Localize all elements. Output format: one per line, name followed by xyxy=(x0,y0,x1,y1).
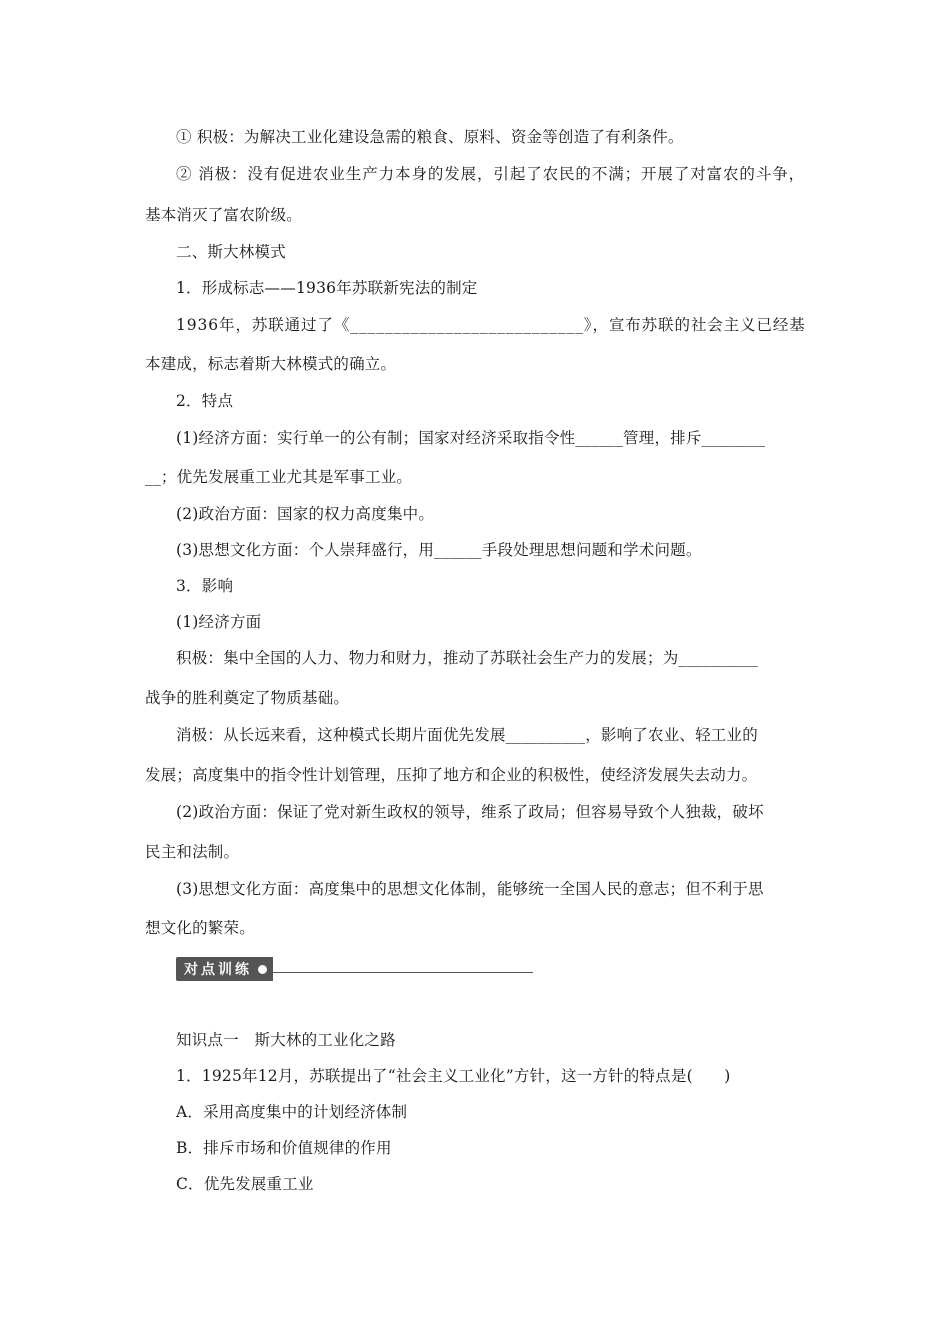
text-line: (1)经济方面：实行单一的公有制；国家对经济采取指令性______管理，排斥________ xyxy=(176,429,766,447)
text-line: 民主和法制。 xyxy=(145,843,240,861)
text-line: (1)经济方面 xyxy=(176,613,262,631)
bullet-dot-icon xyxy=(258,965,267,974)
section-divider xyxy=(273,972,533,973)
text-line: 本建成，标志着斯大林模式的确立。 xyxy=(145,355,397,373)
text-line: 战争的胜利奠定了物质基础。 xyxy=(145,689,350,707)
text-line: (3)思想文化方面：个人崇拜盛行，用______手段处理思想问题和学术问题。 xyxy=(176,541,702,559)
text-line: (2)政治方面：保证了党对新生政权的领导，维系了政局；但容易导致个人独裁，破坏 xyxy=(176,803,764,821)
subheading: 2．特点 xyxy=(176,392,234,410)
text-line: 1936年，苏联通过了《___________________________》，宣布苏联的社会主义已经基 xyxy=(176,316,806,334)
option-b: B．排斥市场和价值规律的作用 xyxy=(176,1139,392,1157)
section-label-box xyxy=(176,957,273,981)
text-line: (3)思想文化方面：高度集中的思想文化体制，能够统一全国人民的意志；但不利于思 xyxy=(176,880,764,898)
question-text: 1．1925年12月，苏联提出了“社会主义工业化”方针，这一方针的特点是( ) xyxy=(176,1067,731,1085)
text-line: 基本消灭了富农阶级。 xyxy=(145,206,303,224)
text-line: 积极：集中全国的人力、物力和财力，推动了苏联社会生产力的发展；为__________ xyxy=(176,649,758,667)
text-line: ② 消极：没有促进农业生产力本身的发展，引起了农民的不满；开展了对富农的斗争， xyxy=(176,165,806,183)
section-header-bar xyxy=(176,957,533,981)
subheading: 3．影响 xyxy=(176,577,234,595)
text-line: 消极：从长远来看，这种模式长期片面优先发展__________，影响了农业、轻工业的 xyxy=(176,726,758,744)
text-line: 发展；高度集中的指令性计划管理，压抑了地方和企业的积极性，使经济发展失去动力。 xyxy=(145,766,758,784)
subheading: 1．形成标志——1936年苏联新宪法的制定 xyxy=(176,279,478,297)
option-a: A．采用高度集中的计划经济体制 xyxy=(176,1103,408,1121)
section-label: 对点训练 xyxy=(184,962,252,978)
section-heading: 二、斯大林模式 xyxy=(176,243,286,261)
topic-heading: 知识点一 斯大林的工业化之路 xyxy=(176,1031,396,1049)
option-c: C．优先发展重工业 xyxy=(176,1175,314,1193)
text-line: 想文化的繁荣。 xyxy=(145,919,255,937)
text-line: __；优先发展重工业尤其是军事工业。 xyxy=(145,468,413,486)
text-line: (2)政治方面：国家的权力高度集中。 xyxy=(176,505,435,523)
text-line: ① 积极：为解决工业化建设急需的粮食、原料、资金等创造了有利条件。 xyxy=(176,128,684,146)
